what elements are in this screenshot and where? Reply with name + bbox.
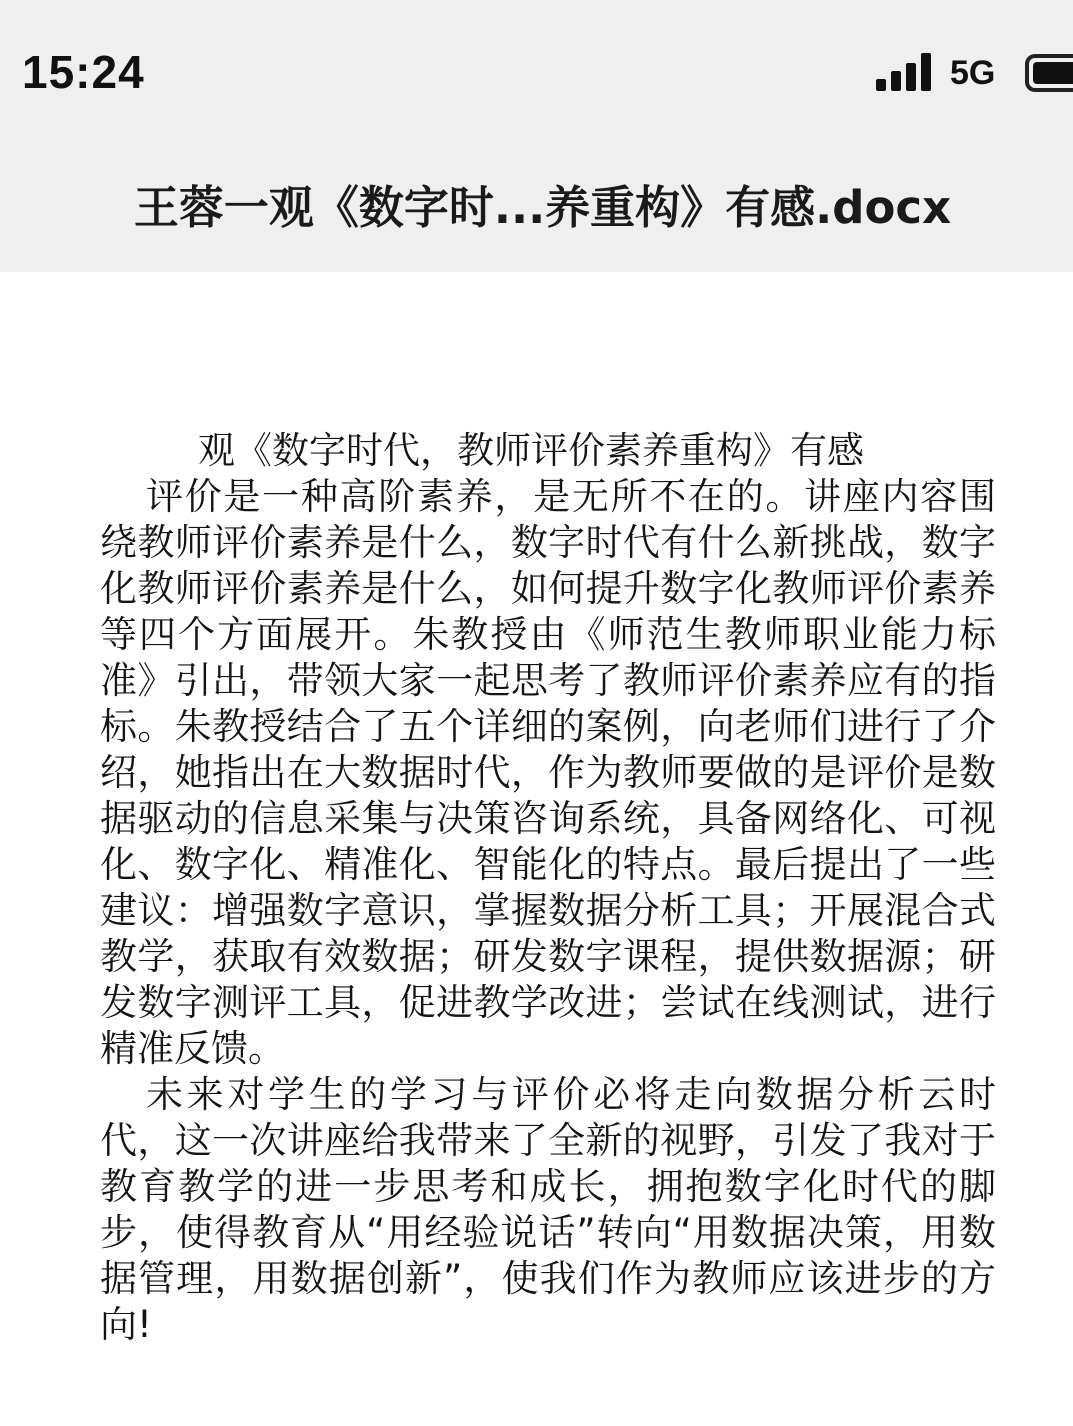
document-paragraph: 评价是一种高阶素养，是无所不在的。讲座内容围绕教师评价素养是什么，数字时代有什么新挑战，数字化教师评价素养是什么，如何提升数字化教师评价素养等四个方面展开。朱教授由《师范生教师职业能力标准》引出，带领大家一起思考了教师评价素养应有的指标。朱教授结合了五个详细的案例，向老师们进行了介绍，她指出在大数据时代，作为教师要做的是评价是数据驱动的信息采集与决策咨询系统，具备网络化、可视化、数字化、精准化、智能化的特点。最后提出了一些建议：增强数字意识，掌握数据分析工具；开展混合式教学，获取有效数据；研发数字课程，提供数据源；研发数字测评工具，促进教学改进；尝试在线测试，进行精准反馈。 [100, 475, 996, 1070]
status-bar [0, 0, 1073, 140]
status-time: 15:24 [22, 46, 145, 98]
network-type-label: 5G [950, 54, 996, 92]
signal-bar [876, 79, 886, 91]
signal-bar [891, 71, 901, 91]
cellular-signal-icon [876, 53, 936, 91]
battery-icon [1025, 54, 1073, 92]
document-paragraph: 未来对学生的学习与评价必将走向数据分析云时代，这一次讲座给我带来了全新的视野，引发了我对于教育教学的进一步思考和成长，拥抱数字化时代的脚步，使得教育从“用经验说话”转向“用数据决策，用数据管理，用数据创新”，使我们作为教师应该进步的方向! [100, 1073, 996, 1346]
signal-bar [906, 63, 916, 91]
top-area [0, 0, 1073, 272]
document-file-title: 王蓉一观《数字时...养重构》有感.docx [133, 181, 952, 234]
document-content [100, 428, 996, 1348]
signal-bar [921, 53, 931, 91]
document-title: 观《数字时代，教师评价素养重构》有感 [198, 429, 864, 472]
battery-fill [1033, 62, 1073, 84]
